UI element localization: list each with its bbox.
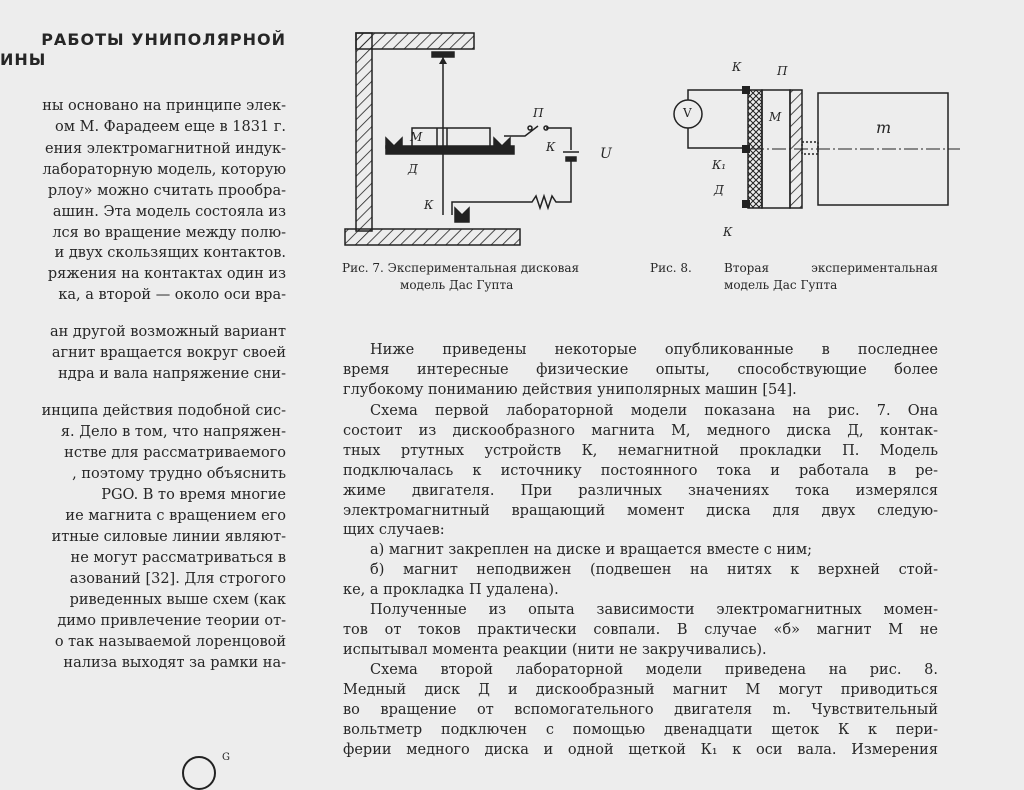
- label-K-top: К: [732, 60, 742, 74]
- label-m: m: [876, 118, 892, 137]
- left-text-line: итные силовые линии являют-: [51, 529, 286, 545]
- section-heading-line-2: ИНЫ: [0, 50, 47, 69]
- left-text-line: ан другой возможный вариант: [50, 324, 286, 340]
- figure-7-diagram: [345, 33, 579, 245]
- left-text-line: лабораторную модель, которую: [42, 162, 286, 178]
- label-D: Д: [714, 183, 724, 197]
- right-text-line: Схема первой лабораторной модели показана на рис. 7. Она: [370, 403, 938, 419]
- right-text-line: Схема второй лабораторной модели приведена на рис. 8.: [370, 662, 938, 678]
- left-text-line: ндра и вала напряжение сни-: [58, 366, 286, 382]
- right-text-line: Медный диск Д и дискообразный магнит М могут приводиться: [343, 682, 938, 698]
- right-text-line: б) магнит неподвижен (подвешен на нитях к верхней стой-: [370, 562, 938, 578]
- left-text-line: и двух скользящих контактов.: [54, 245, 286, 261]
- figure-7-caption-line-2: модель Дас Гупта: [400, 278, 514, 292]
- right-text-line: а) магнит закреплен на диске и вращается вместе с ним;: [370, 542, 813, 558]
- stand-post: [356, 33, 372, 231]
- figure-8-caption-label: Рис. 8.: [650, 261, 692, 275]
- left-text-line: я. Дело в том, что напряжен-: [60, 424, 286, 440]
- left-text-line: ом М. Фарадеем еще в 1831 г.: [54, 119, 286, 135]
- label-P: П: [533, 106, 544, 120]
- right-text-line: состоит из дискообразного магнита М, медного диска Д, контак-: [343, 423, 938, 439]
- left-text-line: нализа выходят за рамки на-: [63, 655, 286, 671]
- label-V: V: [683, 106, 692, 120]
- label-D: Д: [408, 162, 418, 176]
- right-text-line: тов от токов практически совпали. В случае «б» магнит М не: [343, 622, 938, 638]
- right-text-line: во вращение от вспомогательного двигателя m. Чувствительный: [343, 702, 938, 718]
- page-mark-letter: G: [222, 752, 230, 763]
- right-text-line: ке, а прокладка П удалена).: [343, 582, 559, 598]
- left-text-line: ения электромагнитной индук-: [45, 141, 286, 157]
- left-text-line: , поэтому трудно объяснить: [72, 466, 286, 482]
- left-text-line: рлоу» можно считать прообра-: [47, 183, 286, 199]
- resistor-wire: [452, 161, 571, 215]
- right-text-line: тных ртутных устройств К, немагнитной прокладки П. Модель: [343, 443, 938, 459]
- left-text-line: лся во вращение между полю-: [52, 225, 286, 241]
- left-text-line: агнит вращается вокруг своей: [51, 345, 286, 361]
- label-M: М: [410, 130, 423, 144]
- left-text-line: ны основано на принципе элек-: [42, 98, 286, 114]
- right-text-line: испытывал момента реакции (нити не закручивались).: [343, 642, 767, 658]
- page-mark-circle: [182, 756, 216, 790]
- left-text-line: риведенных выше схем (как: [69, 592, 286, 608]
- right-text-line: щих случаев:: [343, 522, 445, 538]
- label-K1: К₁: [712, 158, 727, 172]
- left-text-line: ка, а второй — около оси вра-: [58, 287, 286, 303]
- left-text-line: PGO. В то время многие: [101, 487, 286, 503]
- right-text-line: жиме двигателя. При различных значениях тока измерялся: [343, 483, 938, 499]
- figure-8-caption-line-1: Вторая экспериментальная: [724, 261, 938, 275]
- right-text-line: ферии медного диска и одной щеткой К₁ к оси вала. Измерения: [343, 742, 938, 758]
- left-text-line: о так называемой лоренцовой: [54, 634, 286, 650]
- top-bracket: [356, 33, 474, 49]
- right-text-line: вольтметр подключен с помощью двенадцати щеток К к пери-: [343, 722, 938, 738]
- right-text-line: Ниже приведены некоторые опубликованные в последнее: [370, 342, 938, 358]
- figure-7-caption-line-1: Рис. 7. Экспериментальная дисковая: [342, 261, 580, 275]
- right-text-line: время интересные физические опыты, способствующие более: [343, 362, 938, 378]
- label-M: М: [769, 110, 782, 124]
- left-text-line: азований [32]. Для строгого: [69, 571, 286, 587]
- right-text-line: электромагнитный вращающий момент диска для двух следую-: [343, 503, 938, 519]
- left-text-line: ряжения на контактах один из: [47, 266, 286, 282]
- figure-8-caption-line-2: модель Дас Гупта: [724, 278, 838, 292]
- label-U: U: [600, 146, 612, 162]
- mercury-contact: [455, 208, 469, 222]
- label-K-bottom: К: [723, 225, 733, 239]
- left-text-line: нстве для рассматриваемого: [64, 445, 286, 461]
- right-text-line: глубокому пониманию действия униполярных машин [54].: [343, 382, 797, 398]
- left-text-line: не могут рассматриваться в: [70, 550, 286, 566]
- section-heading-line-1: РАБОТЫ УНИПОЛЯРНОЙ: [41, 30, 286, 49]
- right-text-line: Полученные из опыта зависимости электромагнитных момен-: [370, 602, 938, 618]
- label-P: П: [777, 64, 788, 78]
- label-K: К: [546, 140, 556, 154]
- left-text-line: димо привлечение теории от-: [57, 613, 286, 629]
- right-text-line: подключалась к источнику постоянного тока и работала в ре-: [343, 463, 938, 479]
- label-K-bottom: К: [424, 198, 434, 212]
- left-text-line: ашин. Эта модель состояла из: [52, 204, 286, 220]
- base-plate: [345, 229, 520, 245]
- left-text-line: инципа действия подобной сис-: [41, 403, 286, 419]
- left-text-line: ие магнита с вращением его: [65, 508, 286, 524]
